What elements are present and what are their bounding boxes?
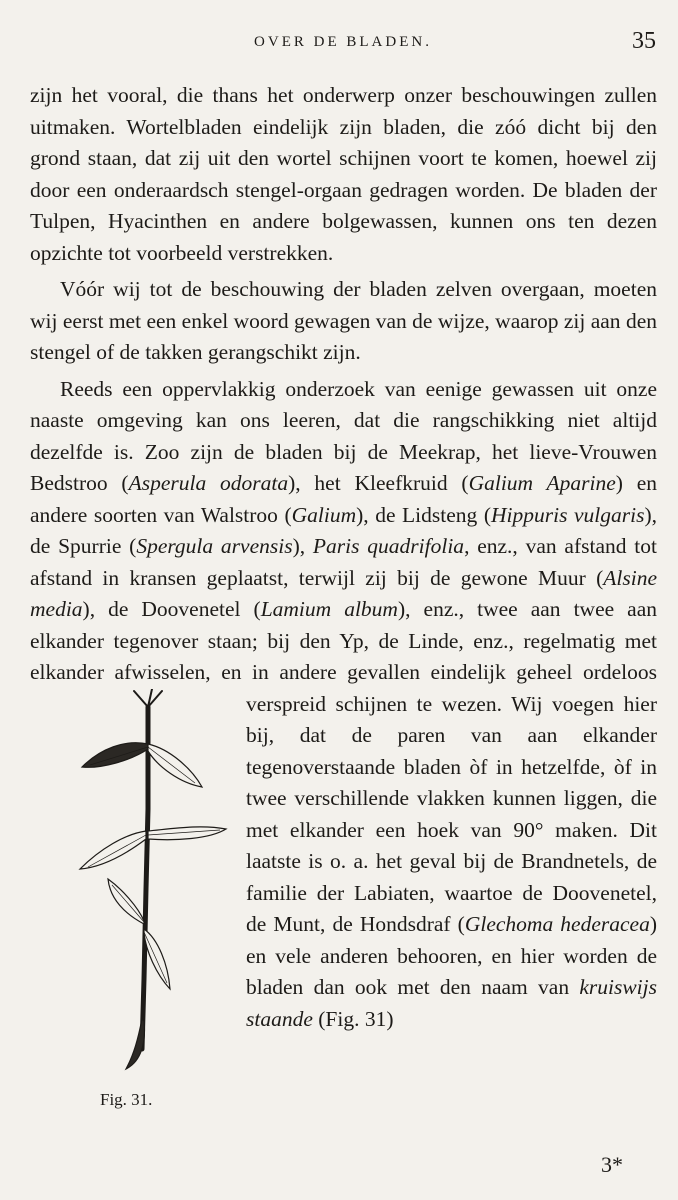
text-run: ), het Kleefkruid ( — [288, 471, 469, 495]
body-text — [30, 80, 657, 1114]
italic-term: Lamium album — [260, 597, 398, 621]
italic-term: kruiswijs staande — [246, 975, 657, 1031]
text-run: ), enz., twee aan twee aan elkander tegenover staan; bij den Yp, de Linde, enz., regelmatig met elkander afwisselen, en in andere gevallen eindelijk geheel ordeloos verspreid schijnen te wezen. Wij voegen hier bij, dat de paren van aan elkander tegenoverstaande bladen òf in hetzelfde, òf in twee verschillende vlakken kunnen liggen, die met elkander een hoek van 90° maken. Dit laatste is o. a. het geval bij de Brandnetels, de familie der Labiaten, waartoe de Doovenetel, de Munt, de Hondsdraf ( — [30, 597, 658, 936]
text-run: ), — [292, 534, 313, 558]
figure-31 — [30, 689, 244, 1114]
italic-term: Spergula arvensis — [136, 534, 293, 558]
text-run: ), de Doovenetel ( — [82, 597, 261, 621]
text-run: , enz., van afstand tot afstand in kransen geplaatst, terwijl zij bij de gewone Muur ( — [30, 534, 657, 590]
italic-term: Galium — [291, 502, 357, 527]
paragraph-1 — [30, 80, 657, 269]
italic-term: Galium Aparine — [468, 471, 616, 495]
italic-term: Asperula odorata — [128, 471, 289, 495]
text-run: (Fig. 31) — [312, 1006, 394, 1031]
text-run: ), de Spurrie ( — [30, 502, 657, 558]
page-number: 35 — [632, 28, 656, 54]
figure-caption: Fig. 31. — [100, 1089, 153, 1109]
running-header — [30, 28, 656, 58]
text-run: Reeds een oppervlakkig onderzoek van eenige gewassen uit onze naaste omgeving kan ons leeren, dat die rangschikking niet altijd dezelfde is. Zoo zijn de bladen bij de Meekrap, het lieve-Vrouwen Bedstroo ( — [30, 376, 657, 495]
plant-illustration-icon — [30, 689, 244, 1079]
italic-term: Alsine media — [30, 565, 657, 621]
text-run: ) en vele anderen behooren, en hier worden de bladen dan ook met den naam van — [246, 912, 658, 999]
paragraph-2 — [30, 274, 657, 369]
text-run: zijn het vooral, die thans het onderwerp onzer beschouwingen zullen uitmaken. Wortelbladen eindelijk zijn bladen, die zóó dicht bij den grond staan, dat zij uit den wortel schijnen voort te komen, hoewel zij door een onderaardsch stengel-orgaan gedragen worden. De bladen der Tulpen, Hyacinthen en andere bolgewassen, kunnen ons ten dezen opzichte tot voorbeeld verstrekken. — [30, 83, 657, 265]
text-run: ), de Lidsteng ( — [356, 502, 491, 527]
header-title: OVER DE BLADEN. — [254, 34, 432, 50]
italic-term: Hippuris vulgaris — [490, 502, 645, 527]
italic-term: Glechoma hederacea — [464, 912, 650, 936]
italic-term: Paris quadrifolia — [312, 534, 465, 558]
text-run: ) en andere soorten van Walstroo ( — [30, 471, 657, 527]
paragraph-3-block — [30, 374, 658, 1109]
signature-mark: 3* — [601, 1152, 623, 1177]
text-run: Vóór wij tot de beschouwing der bladen zelven overgaan, moeten wij eerst met een enkel woord gewagen van de wijze, waarop zij aan den stengel of de takken gerangschikt zijn. — [30, 277, 657, 364]
